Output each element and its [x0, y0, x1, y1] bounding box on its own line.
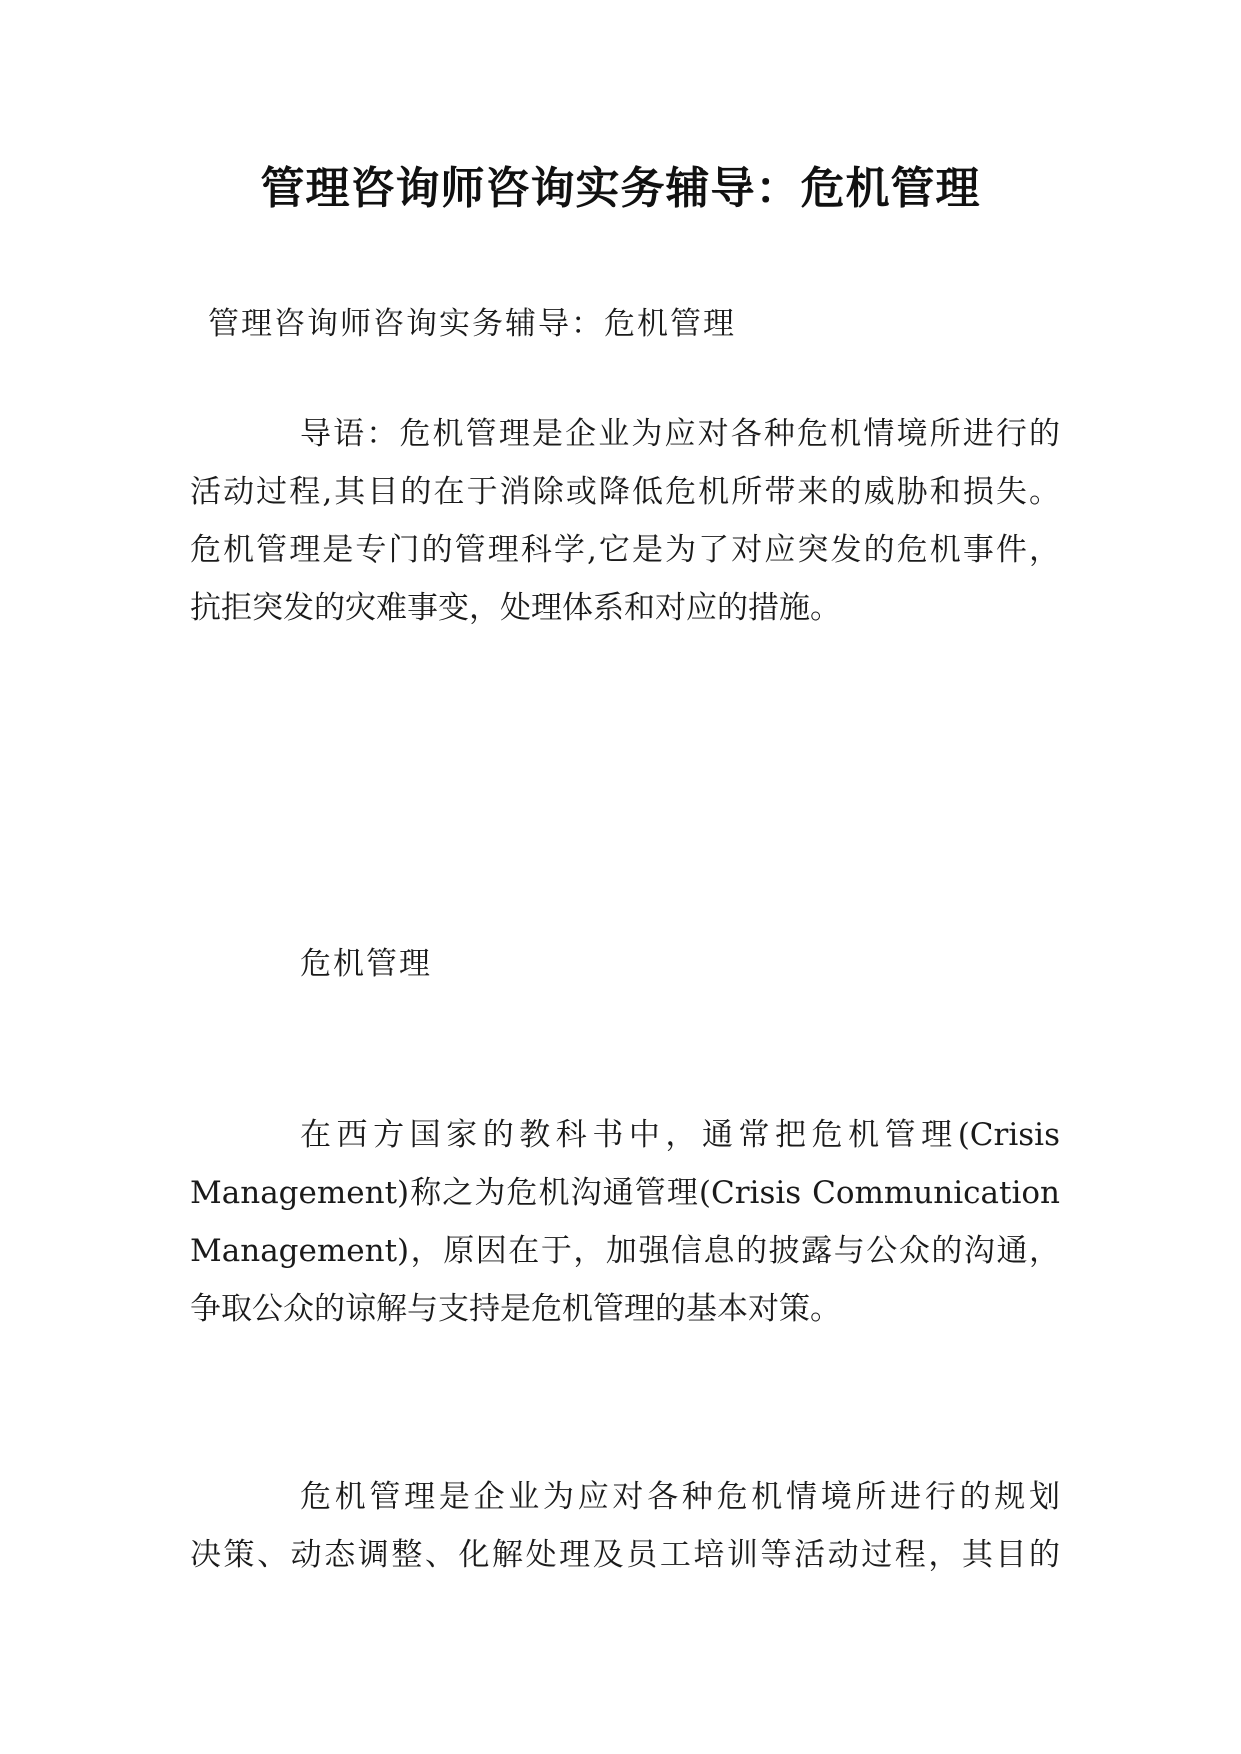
west-line: Management)称之为危机沟通管理(Crisis Communication [190, 1175, 1060, 1211]
intro-line: 抗拒突发的灾难事变，处理体系和对应的措施。 [190, 590, 841, 626]
west-paragraph [190, 1106, 1060, 1338]
definition-line: 决策、动态调整、化解处理及员工培训等活动过程，其目的 [190, 1537, 1060, 1573]
west-line: Management)，原因在于，加强信息的披露与公众的沟通， [190, 1233, 1060, 1269]
intro-paragraph [190, 405, 1060, 637]
document-subtitle: 管理咨询师咨询实务辅导：危机管理 [208, 306, 736, 342]
document-title: 管理咨询师咨询实务辅导：危机管理 [260, 163, 981, 214]
west-line: 争取公众的谅解与支持是危机管理的基本对策。 [190, 1291, 841, 1327]
intro-line: 危机管理是专门的管理科学,它是为了对应突发的危机事件， [190, 532, 1060, 568]
section-heading: 危机管理 [300, 946, 432, 982]
intro-line: 活动过程,其目的在于消除或降低危机所带来的威胁和损失。 [190, 474, 1060, 510]
definition-paragraph [190, 1468, 1060, 1584]
intro-line: 导语：危机管理是企业为应对各种危机情境所进行的 [300, 416, 1060, 452]
definition-line: 危机管理是企业为应对各种危机情境所进行的规划 [300, 1479, 1060, 1515]
west-line: 在西方国家的教科书中，通常把危机管理(Crisis [300, 1117, 1060, 1153]
